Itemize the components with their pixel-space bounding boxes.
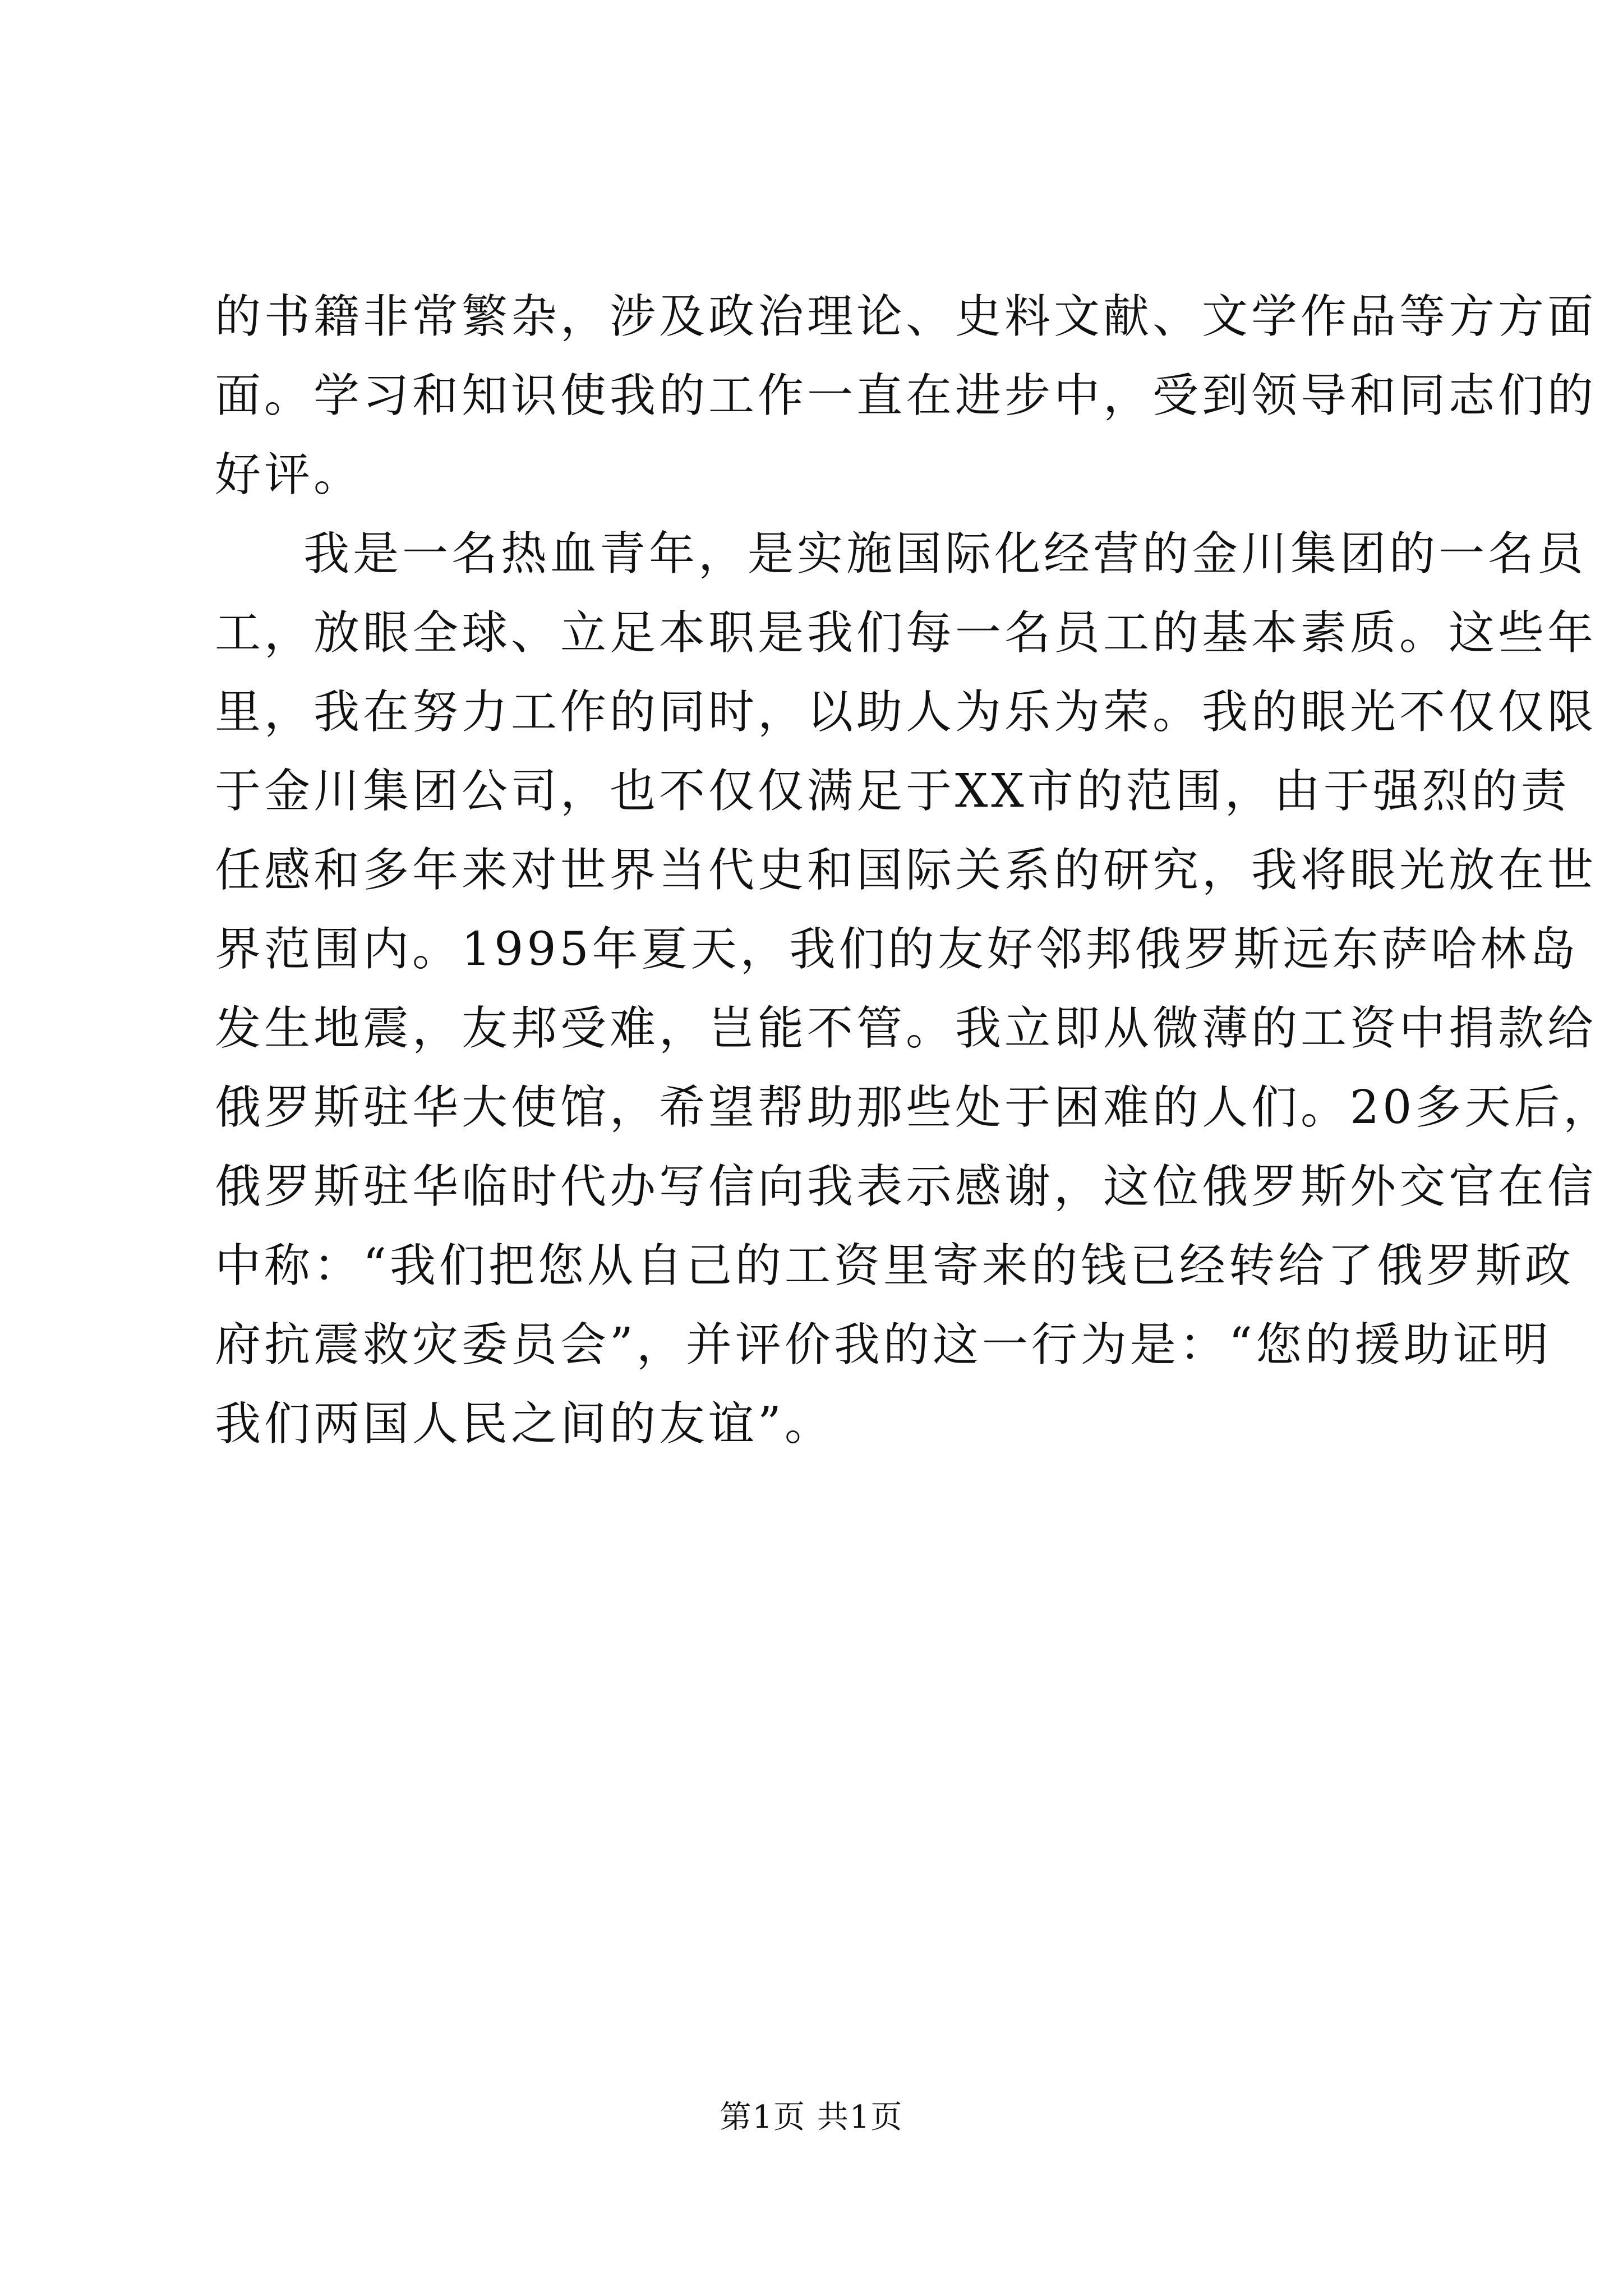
paragraph-2-line-7: 发生地震，友邦受难，岂能不管。我立即从微薄的工资中捐款给 [215, 1002, 1597, 1055]
paragraph-2-line-2: 工，放眼全球、立足本职是我们每一名员工的基本素质。这些年 [215, 606, 1597, 660]
paragraph-2-line-12: 我们两国人民之间的友谊”。 [215, 1397, 834, 1451]
paragraph-1-line-1: 的书籍非常繁杂，涉及政治理论、史料文献、文学作品等方方面 [215, 290, 1597, 343]
paragraph-2-line-8: 俄罗斯驻华大使馆，希望帮助那些处于困难的人们。20多天后， [215, 1081, 1613, 1134]
paragraph-2-line-1: 我是一名热血青年，是实施国际化经营的金川集团的一名员 [303, 527, 1587, 581]
paragraph-2-line-5: 任感和多年来对世界当代史和国际关系的研究，我将眼光放在世 [215, 844, 1597, 897]
paragraph-2-line-3: 里，我在努力工作的同时，以助人为乐为荣。我的眼光不仅仅限 [215, 685, 1597, 739]
paragraph-2-line-10: 中称：“我们把您从自己的工资里寄来的钱已经转给了俄罗斯政 [215, 1239, 1574, 1292]
paragraph-1-line-3: 好评。 [215, 448, 363, 501]
paragraph-2-line-11: 府抗震救灾委员会”，并评价我的这一行为是：“您的援助证明 [215, 1318, 1552, 1372]
paragraph-2-line-9: 俄罗斯驻华临时代办写信向我表示感谢，这位俄罗斯外交官在信 [215, 1160, 1597, 1213]
paragraph-2-line-6: 界范围内。1995年夏天，我们的友好邻邦俄罗斯远东萨哈林岛 [215, 923, 1579, 976]
paragraph-2-line-4: 于金川集团公司，也不仅仅满足于XX市的范围，由于强烈的责 [215, 765, 1570, 818]
paragraph-1-line-2: 面。学习和知识使我的工作一直在进步中，受到领导和同志们的 [215, 369, 1597, 422]
page-footer: 第1页 共1页 [720, 2099, 903, 2136]
